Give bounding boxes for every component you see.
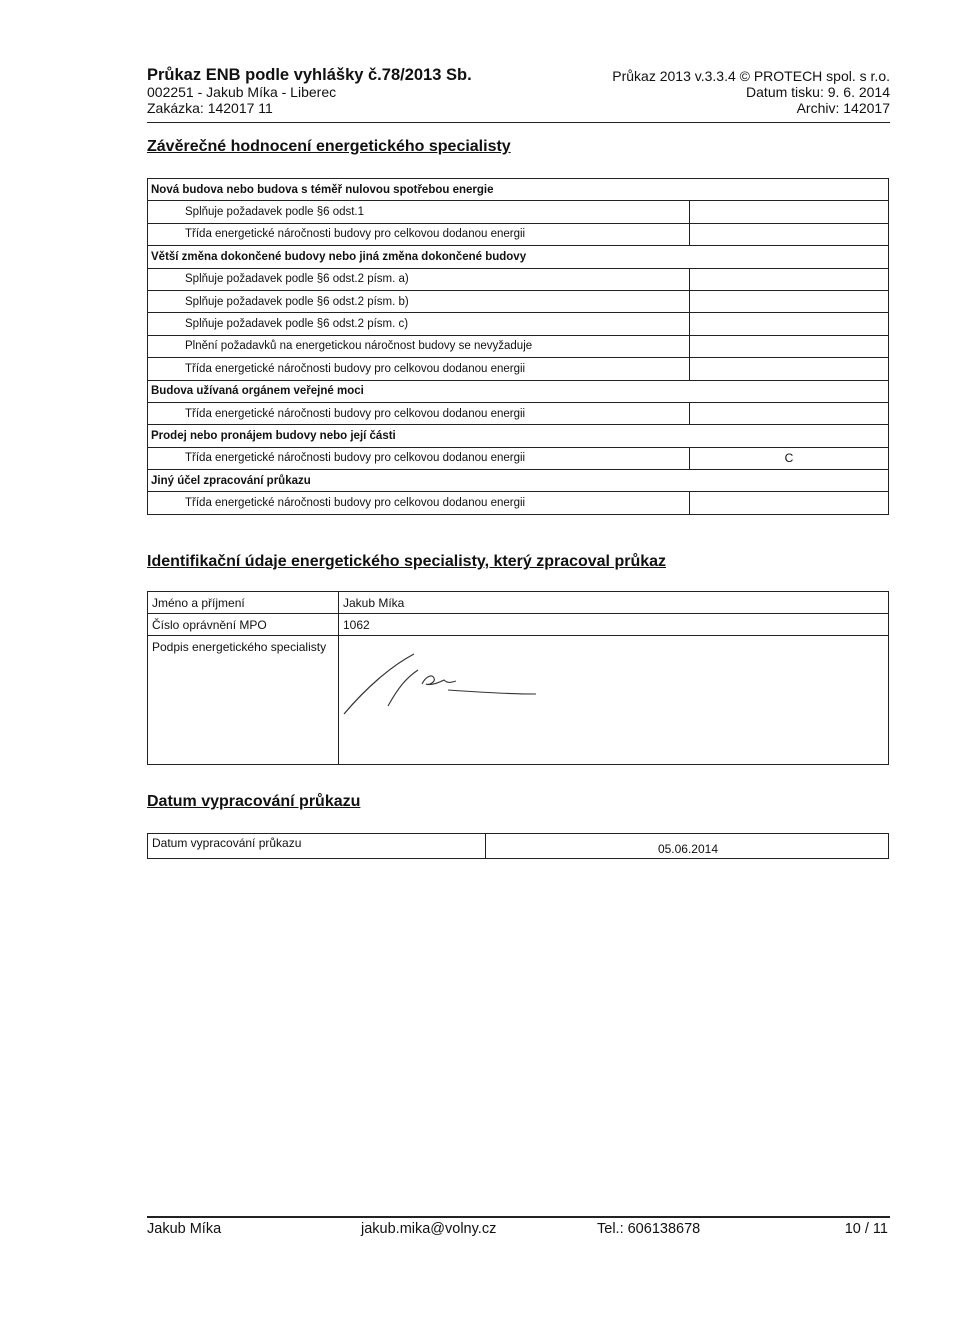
evaluation-row-value — [690, 358, 889, 380]
evaluation-group-row — [148, 470, 889, 492]
evaluation-row-label: Třída energetické náročnosti budovy pro celkovou dodanou energii — [148, 223, 690, 245]
evaluation-row-label: Plnění požadavků na energetickou náročnost budovy se nevyžaduje — [148, 335, 690, 357]
evaluation-group-row — [148, 179, 889, 201]
archive-number: Archiv: 142017 — [796, 100, 890, 116]
footer-email: jakub.mika@volny.cz — [361, 1221, 497, 1237]
evaluation-group-label: Budova užívaná orgánem veřejné moci — [148, 380, 889, 402]
evaluation-row-value — [690, 402, 889, 424]
evaluation-row-label: Třída energetické náročnosti budovy pro celkovou dodanou energii — [148, 358, 690, 380]
footer-name: Jakub Míka — [147, 1221, 222, 1237]
date-table — [147, 833, 889, 859]
evaluation-row-value — [690, 335, 889, 357]
evaluation-row-label: Splňuje požadavek podle §6 odst.2 písm. c) — [148, 313, 690, 335]
evaluation-row — [148, 335, 889, 357]
evaluation-group-label: Jiný účel zpracování průkazu — [148, 470, 889, 492]
evaluation-group-label: Nová budova nebo budova s téměř nulovou spotřebou energie — [148, 179, 889, 201]
footer-phone: Tel.: 606138678 — [597, 1221, 701, 1237]
header-left — [147, 66, 547, 116]
evaluation-row-label: Třída energetické náročnosti budovy pro celkovou dodanou energii — [148, 492, 690, 514]
evaluation-table — [147, 178, 889, 515]
evaluation-group-row — [148, 246, 889, 268]
evaluation-row-value: C — [690, 447, 889, 469]
specialist-title: Identifikační údaje energetického specialisty, který zpracoval průkaz — [147, 553, 667, 570]
mpo-label: Číslo oprávnění MPO — [148, 614, 339, 636]
software-version: Průkaz 2013 v.3.3.4 © PROTECH spol. s r.o. — [612, 68, 890, 84]
evaluation-row-value — [690, 201, 889, 223]
evaluation-row-value — [690, 290, 889, 312]
evaluation-row-value — [690, 492, 889, 514]
name-value: Jakub Míka — [339, 592, 889, 614]
evaluation-row-label: Splňuje požadavek podle §6 odst.1 — [148, 201, 690, 223]
order-line: Zakázka: 142017 11 — [147, 100, 273, 116]
page-number: 10 / 11 — [844, 1221, 888, 1237]
author-line: 002251 - Jakub Míka - Liberec — [147, 84, 337, 100]
evaluation-row-label: Splňuje požadavek podle §6 odst.2 písm. a) — [148, 268, 690, 290]
evaluation-row-label: Třída energetické náročnosti budovy pro celkovou dodanou energii — [148, 447, 690, 469]
evaluation-row-label: Třída energetické náročnosti budovy pro celkovou dodanou energii — [148, 402, 690, 424]
evaluation-row-value — [690, 268, 889, 290]
evaluation-row-value — [690, 223, 889, 245]
evaluation-row — [148, 447, 889, 469]
evaluation-title: Závěrečné hodnocení energetického specialisty — [147, 138, 511, 155]
mpo-value: 1062 — [339, 614, 889, 636]
evaluation-row — [148, 201, 889, 223]
evaluation-row — [148, 492, 889, 514]
date-value: 05.06.2014 — [486, 834, 889, 859]
signature-label: Podpis energetického specialisty — [148, 636, 339, 765]
header-right — [560, 68, 890, 116]
evaluation-row — [148, 358, 889, 380]
evaluation-row — [148, 268, 889, 290]
date-title: Datum vypracování průkazu — [147, 793, 361, 810]
header-rule — [147, 122, 890, 123]
evaluation-row — [148, 223, 889, 245]
evaluation-row — [148, 313, 889, 335]
print-date: Datum tisku: 9. 6. 2014 — [746, 84, 890, 100]
evaluation-row-value — [690, 313, 889, 335]
date-label: Datum vypracování průkazu — [148, 834, 486, 859]
evaluation-row-label: Splňuje požadavek podle §6 odst.2 písm. b) — [148, 290, 690, 312]
evaluation-group-row — [148, 425, 889, 447]
evaluation-group-label: Větší změna dokončené budovy nebo jiná změna dokončené budovy — [148, 246, 889, 268]
evaluation-group-label: Prodej nebo pronájem budovy nebo její části — [148, 425, 889, 447]
evaluation-row — [148, 402, 889, 424]
signature-image — [336, 648, 546, 718]
document-title: Průkaz ENB podle vyhlášky č.78/2013 Sb. — [147, 66, 472, 84]
evaluation-row — [148, 290, 889, 312]
name-label: Jméno a příjmení — [148, 592, 339, 614]
footer-rule — [147, 1216, 890, 1218]
evaluation-group-row — [148, 380, 889, 402]
